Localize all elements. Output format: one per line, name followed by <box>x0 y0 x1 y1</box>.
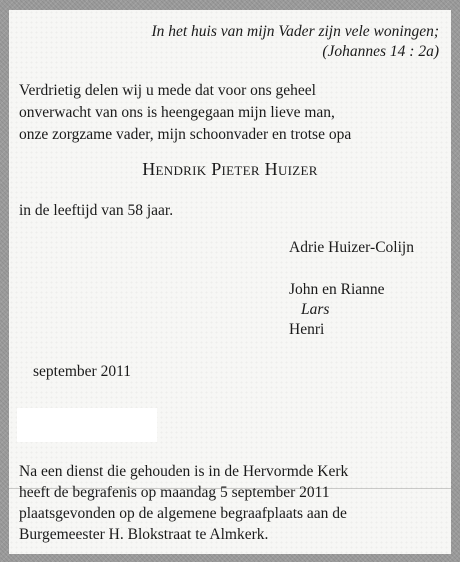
announcement-line-2: onverwacht van ons is heengegaan mijn lieve man, <box>19 104 335 121</box>
funeral-text <box>19 461 444 545</box>
signature-spouse: Adrie Huizer-Colijn <box>289 239 414 256</box>
verse-reference: (Johannes 14 : 2a) <box>322 43 439 60</box>
signature-son: Henri <box>289 321 325 338</box>
obituary-paper <box>9 10 451 554</box>
age-text: in de leeftijd van 58 jaar. <box>19 202 174 219</box>
verse-line: In het huis van mijn Vader zijn vele woningen; <box>151 23 439 40</box>
deceased-name: Hendrik Pieter Huizer <box>142 159 318 179</box>
bible-verse <box>151 22 439 62</box>
announcement-line-1: Verdrietig delen wij u mede dat voor ons geheel <box>19 82 316 99</box>
funeral-line-4: Burgemeester H. Blokstraat te Almkerk. <box>19 526 269 543</box>
redacted-area <box>17 408 157 442</box>
date-text: september 2011 <box>33 363 131 380</box>
announcement-text <box>19 80 439 146</box>
announcement-line-3: onze zorgzame vader, mijn schoonvader en trotse opa <box>19 126 352 143</box>
funeral-line-3: plaatsgevonden op de algemene begraafplaats aan de <box>19 505 347 522</box>
funeral-line-2: heeft de begrafenis op maandag 5 september 2011 <box>19 484 330 501</box>
signature-grandchild: Lars <box>301 301 330 318</box>
signature-couple: John en Rianne <box>289 281 385 298</box>
family-signatures <box>289 238 414 340</box>
funeral-line-1: Na een dienst die gehouden is in de Hervormde Kerk <box>19 463 349 480</box>
